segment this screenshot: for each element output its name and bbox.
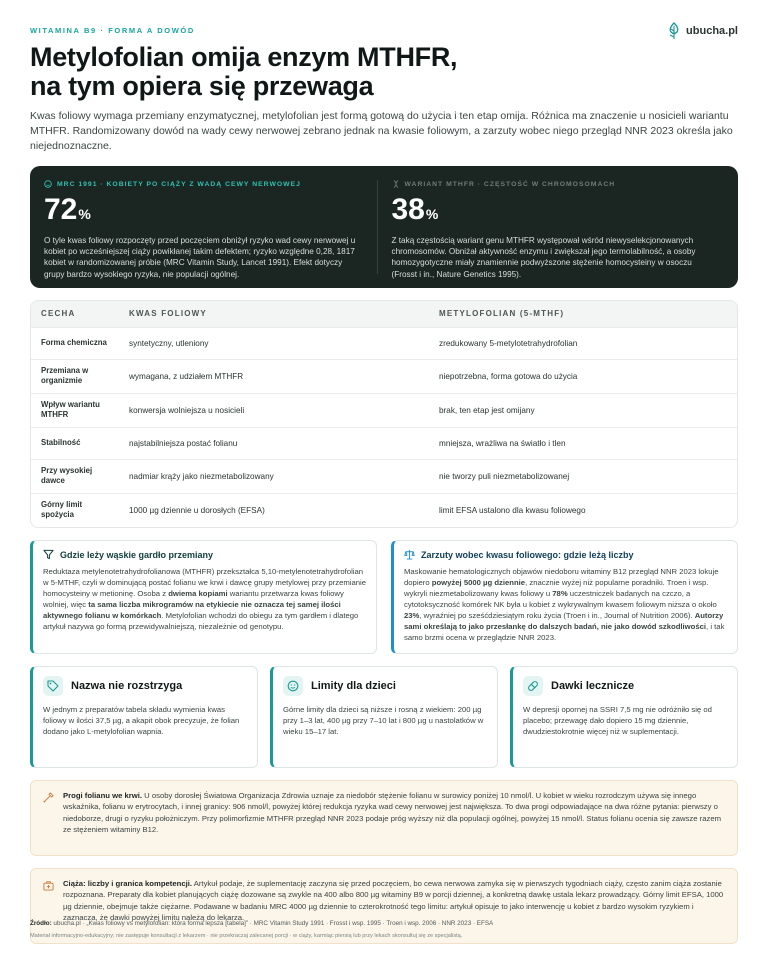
comparison-table bbox=[30, 300, 738, 528]
folic-acid-cell: 1000 µg dziennie u dorosłych (EFSA) bbox=[119, 493, 429, 527]
stat-value bbox=[392, 194, 711, 230]
table-row bbox=[31, 459, 737, 493]
callout-body: Progi folianu we krwi. U osoby dorosłej Światowa Organizacja Zdrowia uznaje za niedobór stężenie folianu w surowicy poniżej 10 nmol/l. U kobiet w wieku rozrodczym używa się innego wskaźnika, folianu w erytrocytach, i innej granicy: 906 nmol/l, powyżej której redukcja ryzyka wad cewy nerwowej jest największa. To dwa progi odpowiadające na dwa różne pytania: pierwszy o niedoborze, drugi o ryzyku położniczym. Przy polimorfizmie MTHFR przegląd NNR 2023 podaje próg wyższy niż dla populacji ogólnej, powyżej 15 nmol/l. Status folianu ocenia się zawsze razem ze stężeniem witaminy B12. bbox=[63, 791, 722, 835]
note-title: Gdzie leży wąskie gardło przemiany bbox=[60, 549, 214, 560]
methylfolate-cell: mniejsza, wrażliwa na światło i tlen bbox=[429, 427, 737, 459]
stat-unit: % bbox=[425, 206, 439, 222]
stat-label bbox=[392, 180, 711, 188]
eyebrow-label: WITAMINA B9 · FORMA A DOWÓD bbox=[30, 26, 195, 35]
stat-unit: % bbox=[78, 206, 91, 222]
blood-thresholds-callout bbox=[30, 780, 738, 856]
title-line-1: Metylofolian omija enzym MTHFR, bbox=[30, 42, 458, 72]
card-children bbox=[270, 666, 498, 768]
card-heading bbox=[283, 676, 487, 696]
folic-acid-cell: syntetyczny, utleniony bbox=[119, 327, 429, 359]
leaf-logo-icon bbox=[666, 22, 682, 40]
note-heading bbox=[43, 549, 366, 560]
stat-number: 38 bbox=[391, 193, 425, 226]
lead-paragraph: Kwas foliowy wymaga przemiany enzymatycznej, metylofolian jest formą gotową do użycia i ten etap omija. Różnica ma znaczenie u nosicieli wariantu MTHFR. Randomizowany dowód na wady cewy nerwowej zebrano jednak na kwasie foliowym, a zarzuty wobec niego przegląd NNR 2023 określa jako niejednoznaczne. bbox=[30, 110, 733, 152]
pipette-icon bbox=[43, 792, 54, 803]
table-row bbox=[31, 493, 737, 527]
notes-row bbox=[30, 540, 738, 654]
methylfolate-cell: limit EFSA ustalono dla kwasu foliowego bbox=[429, 493, 737, 527]
card-title: Dawki lecznicze bbox=[551, 680, 635, 692]
source-line: Źródło: ubucha.pl · „Kwas foliowy vs metylofolian: która forma lepsza [tabela]” · MRC Vitamin Study 1991 · Frosst i wsp. 1995 · Troen i wsp. 2006 · NNR 2023 · EFSA bbox=[30, 920, 494, 927]
card-doses bbox=[510, 666, 738, 768]
tag-icon bbox=[43, 676, 63, 696]
medical-bag-icon bbox=[43, 880, 54, 891]
card-name bbox=[30, 666, 258, 768]
note-title: Zarzuty wobec kwasu foliowego: gdzie leżą liczby bbox=[421, 549, 634, 560]
logo-text: ubucha.pl bbox=[686, 25, 738, 37]
table-header-row bbox=[31, 301, 737, 327]
title-line-2: na tym opiera się przewaga bbox=[30, 71, 374, 101]
stat-number: 72 bbox=[44, 193, 78, 226]
stat-description: Z taką częstością wariant genu MTHFR występował wśród niewyselekcjonowanych chromosomów. Obniżał aktywność enzymu i zwiększał jego termolabilność, a osoby homozygotyczne miały znamiennie podwyższone stężenie homocysteiny w osoczu (Frosst i in., Nature Genetics 1995). bbox=[391, 236, 696, 279]
page-title bbox=[30, 43, 738, 101]
disclaimer: Materiał informacyjno-edukacyjny; nie zastępuje konsultacji z lekarzem · nie przekraczaj zalecanej porcji · w ciąży, karmiąc piersią lub przy lekach skonsultuj się ze specjalistą. bbox=[30, 933, 463, 939]
stat-mthfr bbox=[377, 180, 725, 279]
table-row bbox=[31, 393, 737, 427]
folic-acid-cell: nadmiar krąży jako niezmetabolizowany bbox=[119, 459, 429, 493]
cards-row bbox=[30, 666, 738, 768]
folic-acid-cell: konwersja wolniejsza u nosicieli bbox=[119, 393, 429, 427]
feature-cell: Wpływ wariantu MTHFR bbox=[31, 393, 119, 427]
column-header: CECHA bbox=[31, 301, 119, 327]
feature-cell: Górny limit spożycia bbox=[31, 493, 119, 527]
card-heading bbox=[523, 676, 727, 696]
card-body: Górne limity dla dzieci są niższe i rosną z wiekiem: 200 µg przy 1–3 lat, 400 µg przy 7–10 lat i 800 µg u nastolatków w wieku 15–17 lat. bbox=[283, 705, 484, 736]
card-body: W depresji opornej na SSRI 7,5 mg nie odróżniło się od placebo; przewagę dało dopiero 15 mg dziennie, dwudziestokrotnie więcej niż w suplementacji. bbox=[523, 705, 712, 736]
note-body: Maskowanie hematologicznych objawów niedoboru witaminy B12 przegląd NNR 2023 lokuje dopiero powyżej 5000 µg dziennie, znacznie wyżej niż popularne poradniki. Troen i wsp. wykryli niezmetabolizowany kwas foliowy u 78% uczestniczek badanych na czczo, a cytotoksyczność komórek NK była u kobiet z wykrywalnym kwasem foliowym niższa o około 23%, wyraźniej po sześćdziesiątym roku życia (Troen i in., Journal of Nutrition 2006). Autorzy sami określają to jako przesłankę do dalszych badań, nie jako dowód szkodliwości, i tak samo brzmi ocena w przeglądzie NNR 2023. bbox=[404, 567, 725, 642]
card-heading bbox=[43, 676, 247, 696]
methylfolate-cell: brak, ten etap jest omijany bbox=[429, 393, 737, 427]
table-row bbox=[31, 327, 737, 359]
methylfolate-cell: nie tworzy puli niezmetabolizowanej bbox=[429, 459, 737, 493]
methylfolate-cell: zredukowany 5-metylotetrahydrofolian bbox=[429, 327, 737, 359]
card-title: Limity dla dzieci bbox=[311, 680, 396, 692]
note-body: Reduktaza metylenotetrahydrofolianowa (MTHFR) przekształca 5,10-metylenotetrahydrofolian w 5-MTHF, czyli w dominującą postać folianu we krwi i dawcę grupy metylowej przy przemianie homocysteiny w metioninę. Osoba z dwiema kopiami wariantu przetwarza kwas foliowy wolniej, więc ta sama liczba mikrogramów na etykiecie nie oznacza tej samej ilości aktywnego folianu w komórkach. Metylofolian wchodzi do obiegu za tym gardłem i dlatego artykuł nazywa go formą przewidywalniejszą, niezależnie od genotypu. bbox=[43, 567, 366, 631]
stat-description: O tyle kwas foliowy rozpoczęty przed poczęciem obniżył ryzyko wad cewy nerwowej u kobiet po wcześniejszej ciąży powikłanej takim defektem; ryzyko względne 0,28, 1817 kobiet w randomizowanej próbie (MRC Vitamin Study, Lancet 1991). Efekt dotyczy grupy bardzo wysokiego ryzyka, nie populacji ogólnej. bbox=[44, 236, 356, 279]
bottleneck-note bbox=[30, 540, 377, 654]
feature-cell: Przy wysokiej dawce bbox=[31, 459, 119, 493]
card-title: Nazwa nie rozstrzyga bbox=[71, 680, 183, 692]
smile-icon bbox=[44, 180, 52, 188]
stat-label-text: WARIANT MTHFR · CZĘSTOŚĆ W CHROMOSOMACH bbox=[404, 180, 616, 188]
scale-icon bbox=[404, 549, 415, 560]
table-row bbox=[31, 427, 737, 459]
column-header: METYLOFOLIAN (5-MTHF) bbox=[429, 301, 737, 327]
stat-value bbox=[44, 194, 363, 230]
callout-body: Ciąża: liczby i granica kompetencji. Artykuł podaje, że suplementację zaczyna się przed poczęciem, bo cewa nerwowa zamyka się w pierwszych tygodniach ciąży, często zanim ciąża zostanie rozpoznana. Preparaty dla kobiet planujących ciążę dozowane są zwykle na 400 albo 800 µg witaminy B9 w porcji dziennej, a konkretną dawkę ustala lekarz prowadzący. Górny limit EFSA, 1000 µg dziennie, obejmuje także ciężarne. Podawane w badaniu MRC 4000 µg dziennie to czterokrotność tego limitu: artykuł opisuje to jako interwencję u kobiet z bardzo wysokim ryzykiem i zaznacza, że dawki powyżej limitu należą do lekarza. bbox=[63, 879, 724, 923]
stats-panel bbox=[30, 166, 738, 288]
column-header: KWAS FOLIOWY bbox=[119, 301, 429, 327]
objections-note bbox=[391, 540, 738, 654]
feature-cell: Stabilność bbox=[31, 427, 119, 459]
brand-logo[interactable] bbox=[666, 22, 738, 40]
stat-label-text: MRC 1991 · KOBIETY PO CIĄŻY Z WADĄ CEWY NERWOWEJ bbox=[57, 180, 301, 188]
stat-mrc bbox=[44, 180, 377, 279]
table-row bbox=[31, 359, 737, 393]
stat-label bbox=[44, 180, 363, 188]
pill-icon bbox=[523, 676, 543, 696]
feature-cell: Forma chemiczna bbox=[31, 327, 119, 359]
dna-icon bbox=[392, 180, 400, 188]
folic-acid-cell: najstabilniejsza postać folianu bbox=[119, 427, 429, 459]
child-icon bbox=[283, 676, 303, 696]
methylfolate-cell: niepotrzebna, forma gotowa do użycia bbox=[429, 359, 737, 393]
funnel-icon bbox=[43, 549, 54, 560]
footer bbox=[30, 920, 738, 939]
folic-acid-cell: wymagana, z udziałem MTHFR bbox=[119, 359, 429, 393]
card-body: W jednym z preparatów tabela składu wymienia kwas foliowy w ilości 37,5 µg, a akapit obok precyzuje, że folian dodano jako L-metylofolian wapnia. bbox=[43, 705, 240, 736]
note-heading bbox=[404, 549, 727, 560]
feature-cell: Przemiana w organizmie bbox=[31, 359, 119, 393]
